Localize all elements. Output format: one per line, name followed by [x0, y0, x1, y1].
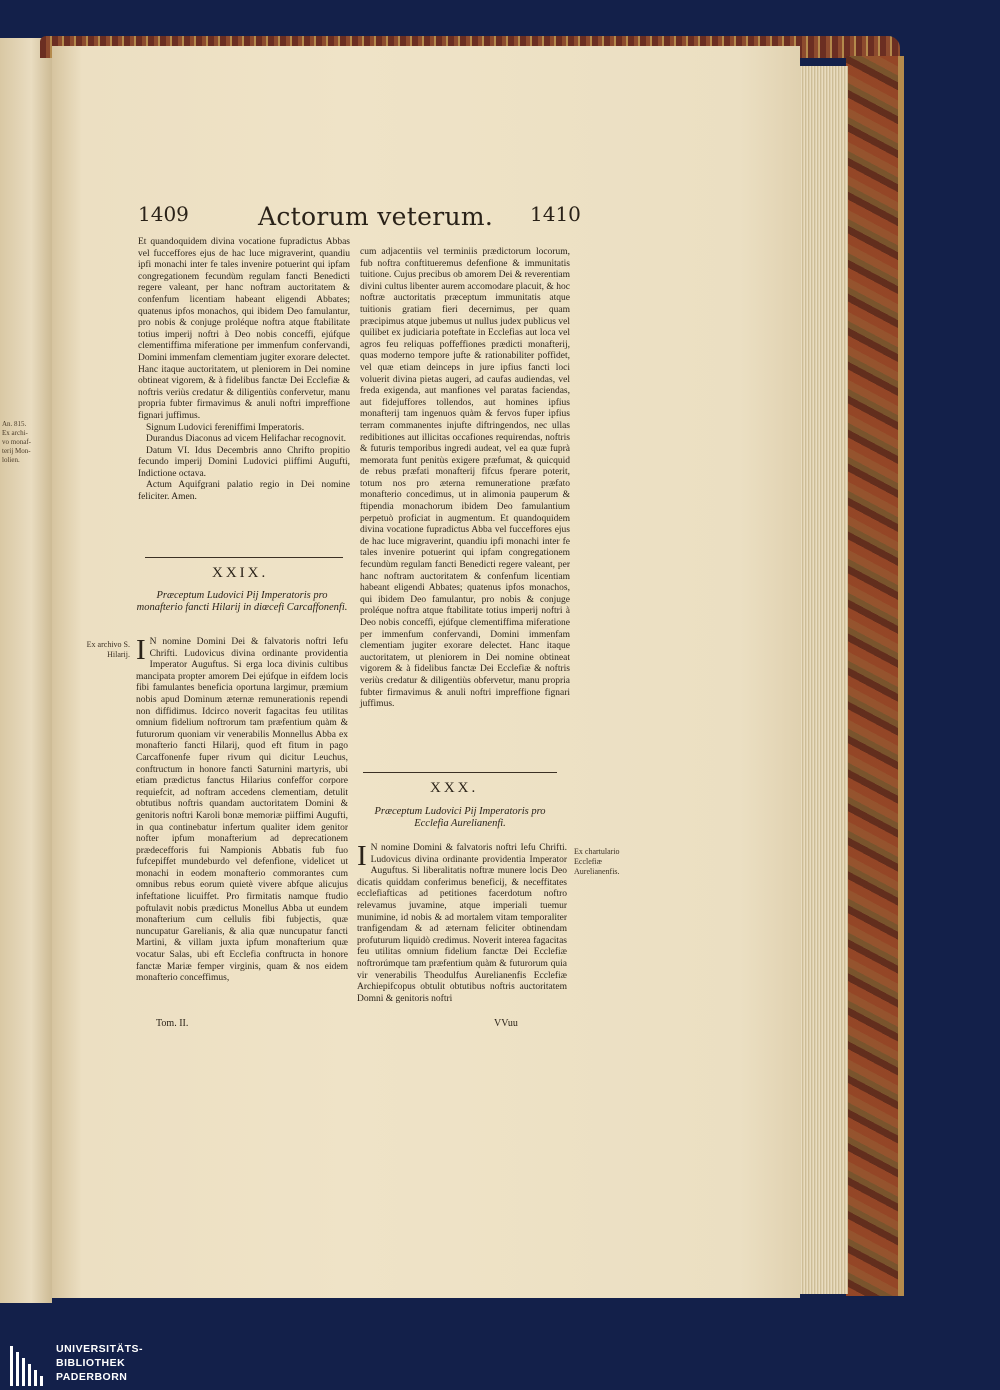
paragraph: Datum VI. Idus Decembris anno Chrifto propitio fecundo imperij Domini Ludovici piiffimi Augufti, Indictione octava. — [138, 445, 350, 479]
drop-cap: I — [357, 840, 367, 872]
paragraph: Et quandoquidem divina vocatione fupradictus Abbas vel fucceffores ejus de hac luce migraverint, quandiu ipfi monachi inter fe tales invenire potuerint qui ipfam congregationem fecundùm regulam fancti Benedicti regere valeant, per hanc noftram auctoritatem & confenfum licentiam habeant eligendi Abbates; quatenus ipfos monachos, qui ibidem Deo famulantur, pro nobis & conjuge proléque noftra atque ftabilitate totius imperij noftri à Deo nobis conceffi, ejúfque clementiffima miferatione per immenfum confervandi, Domini immenfam clementiam jugiter exorare delectet. Hanc itaque auctoritatem, ut pleniorem in Dei nomine obtineat vigorem, & à fidelibus fanctæ Dei Ecclefiæ & noftris veriùs credatur & diligentiùs confervetur, manu propria fubter firmavimus & anuli noftri impreffione fignari juffimus. — [138, 237, 350, 421]
section-29-text — [136, 634, 348, 985]
page-number-right: 1410 — [530, 202, 581, 226]
body-text: N nomine Domini Dei & falvatoris noftri Iefu Chrifti. Ludovicus divina ordinante providentia Imperator Auguftus. Si erga loca divinis cultibus mancipata propter amorem Dei ejúfque in eifdem locis fibi famulantes beneficia oportuna largimur, præmium nobis apud Dominum æternæ remunerationis rependi non diffidimus. Idcirco noverit fagacitas feu utilitas omnium fidelium noftrorum tam præfentium quàm & futurorum quoniam vir venerabilis Monnellus Abba ex monafterio fancti Hilarij, quod eft fitum in pago Carcaffonenfe fuper rivum qui dicitur Leuchus, conftructum in honore fancti Saturnini martyris, ubi etiam prædictus fanctus Hilarius confeffor corpore requiefcit, ad noftram accedens clementiam, detulit obtutibus noftris quandam auctoritatem Domini & genitoris noftri Karoli bonæ memoriæ piiffimi Augufti, in qua continebatur infertum qualiter idem genitor nofter ipfum monafterium ad deprecationem prædecefforis fui Nampionis Abbatis fub fuo fufcepiffet mundeburdo vel defenfione, videlicet ut monachi in eodem monafterio commorantes cum omnibus rebus eorum quietè vivere abfque alicujus infeftatione licuiffet. Pro firmitatis namque ftudio poftulavit nobis prædictus Monellus Abba ut eundem monafterium cum cellulis fibi fubjectis, quæ nuncupatur Garelianis, & alia quæ nuncupatur fancti Martini, & villam juxta ipfum monafterium quæ vocatur Salas, ubi eft Ecclefia conftructa in honore fanctæ Mariæ femper virginis, quam & nos eidem monafterio conceffimus, — [136, 637, 348, 984]
body-text: N nomine Domini & falvatoris noftri Iefu Chrifti. Ludovicus divina ordinante providentia Imperator Auguftus. Si liberalitatis noftræ munere locis Deo dicatis quiddam conferimus beneficij, & neceffitates ecclefiafticas ad petitiones facerdotum noftro relevamus juvamine, atque imperiali tuemur munimine, id nobis & ad mortalem vitam temporaliter tranfigendam & ad æternam feliciter obtinendam profuturum liquidò credimus. Noverit interea fagacitas feu utilitas omnium fidelium fanctæ Dei Ecclefiæ noftrorúmque tam præfentium quàm & futurorum quia vir venerabilis Theodulfus Aurelianenfis Ecclefiæ Archiepifcopus obtulit obtutibus noftris auctoritatem Domni & genitoris noftri — [357, 843, 567, 1004]
section-divider — [145, 557, 343, 558]
drop-cap: I — [136, 634, 146, 666]
margin-note: Ex archivo S. Hilarij. — [86, 640, 130, 659]
section-title: Præceptum Ludovici Pij Imperatoris pro monafterio fancti Hilarij in diœcefi Carcaffonenfi. — [136, 590, 348, 613]
section-title: Præceptum Ludovici Pij Imperatoris pro Ecclefia Aurelianenfi. — [374, 806, 546, 829]
library-name-line: PADERBORN — [56, 1371, 128, 1383]
left-page-margin-fragment: An. 815. Ex archi- vo monaf- terij Mon- lolien. — [2, 420, 31, 464]
page-block-edges — [798, 66, 848, 1294]
volume-label: Tom. II. — [156, 1018, 189, 1029]
library-name-line: UNIVERSITÄTS- — [56, 1343, 144, 1355]
section-divider — [363, 772, 557, 773]
paragraph: Durandus Diaconus ad vicem Helifachar recognovit. — [146, 434, 346, 445]
printer-signature: VVuu — [494, 1018, 518, 1029]
section-30-text — [357, 840, 567, 1005]
section-number: XXX. — [430, 780, 479, 796]
left-column-top-text — [138, 237, 350, 504]
page-number-left: 1409 — [138, 202, 189, 226]
library-name-line: BIBLIOTHEK — [56, 1357, 126, 1369]
paragraph: Signum Ludovici fereniffimi Imperatoris. — [146, 422, 305, 433]
left-page-edge — [0, 38, 52, 1303]
paragraph: cum adjacentiis vel terminiis prædictorum locorum, fub noftra conftitueremus defenfione & immunitatis tuitione. Cujus precibus ob amorem Dei & reverentiam divini cultus libenter aurem accomodare placuit, & hoc noftræ auctoritatis præceptum immunitatis atque tuitionis gratiam fieri decernimus, per quam præcipimus atque jubemus ut nullus judex publicus vel quilibet ex judiciaria poteftate in Ecclefias aut loca vel agros feu reliquas poffeffiones prædicti monafterij, quas moderno tempore jufte & rationabiliter poffidet, vel quæ etiam deinceps in jure ipfius fancti loci voluerit divina pietas augeri, ad caufas audiendas, vel freda exigenda, aut manfiones vel paratas faciendas, aut fidejuffores tollendos, aut homines ipfius monafterij tam ingenuos quàm & fervos fuper ipfius terram commanentes injufte diftringendos, nec ullas redibitiones aut illicitas occafiones requirendas, noftris & futuris temporibus ingredi audeat, vel ea quæ fuprà memorata funt penitùs exigere præfumat, & quicquid de rebus præfati monafterij fifcus fperare poterit, totum nos pro æterna remuneratione præfato monafterio concedimus, ut in alimonia pauperum & ftipendia monachorum ibidem Deo famulantium perpetuò proficiat in augmentum. Et quandoquidem divina vocatione fupradictus Abba vel fucceffores ejus de hac luce migraverint, quandiu ipfi monachi inter fe tales invenire potuerint qui ipfam congregationem fecundùm regulam fancti Benedicti regere valeant, per hanc noftram auctoritatem & confenfum licentiam habeant eligendi Abbates; quatenus ipfos monachos, qui ibidem Deo famulantur, pro nobis & conjuge proléque noftra atque ftabilitate totius imperij noftri à Deo nobis conceffi, ejúfque clementiffima miferatione per immenfum confervandi, Domini immenfam clementiam jugiter exorare delectet. Hanc itaque auctoritatem, ut pleniorem in Dei nomine obtineat vigorem & à fidelibus fanctæ Dei Ecclefiæ & noftris veriùs credatur & diligentiùs obfervetur, manu propria fubter firmavimus & anuli noftri impreffione fignari juffimus. — [360, 247, 570, 710]
right-column-top-text — [360, 247, 570, 711]
section-number: XXIX. — [212, 565, 269, 581]
library-logo-icon — [8, 1342, 48, 1388]
marbled-book-cover — [846, 56, 904, 1296]
paragraph: Actum Aquifgrani palatio regio in Dei nomine feliciter. Amen. — [138, 480, 350, 503]
library-name — [56, 1342, 143, 1384]
running-title: Actorum veterum. — [258, 202, 494, 231]
margin-note: Ex chartulario Ecclefiæ Aurelianenfis. — [574, 847, 620, 876]
